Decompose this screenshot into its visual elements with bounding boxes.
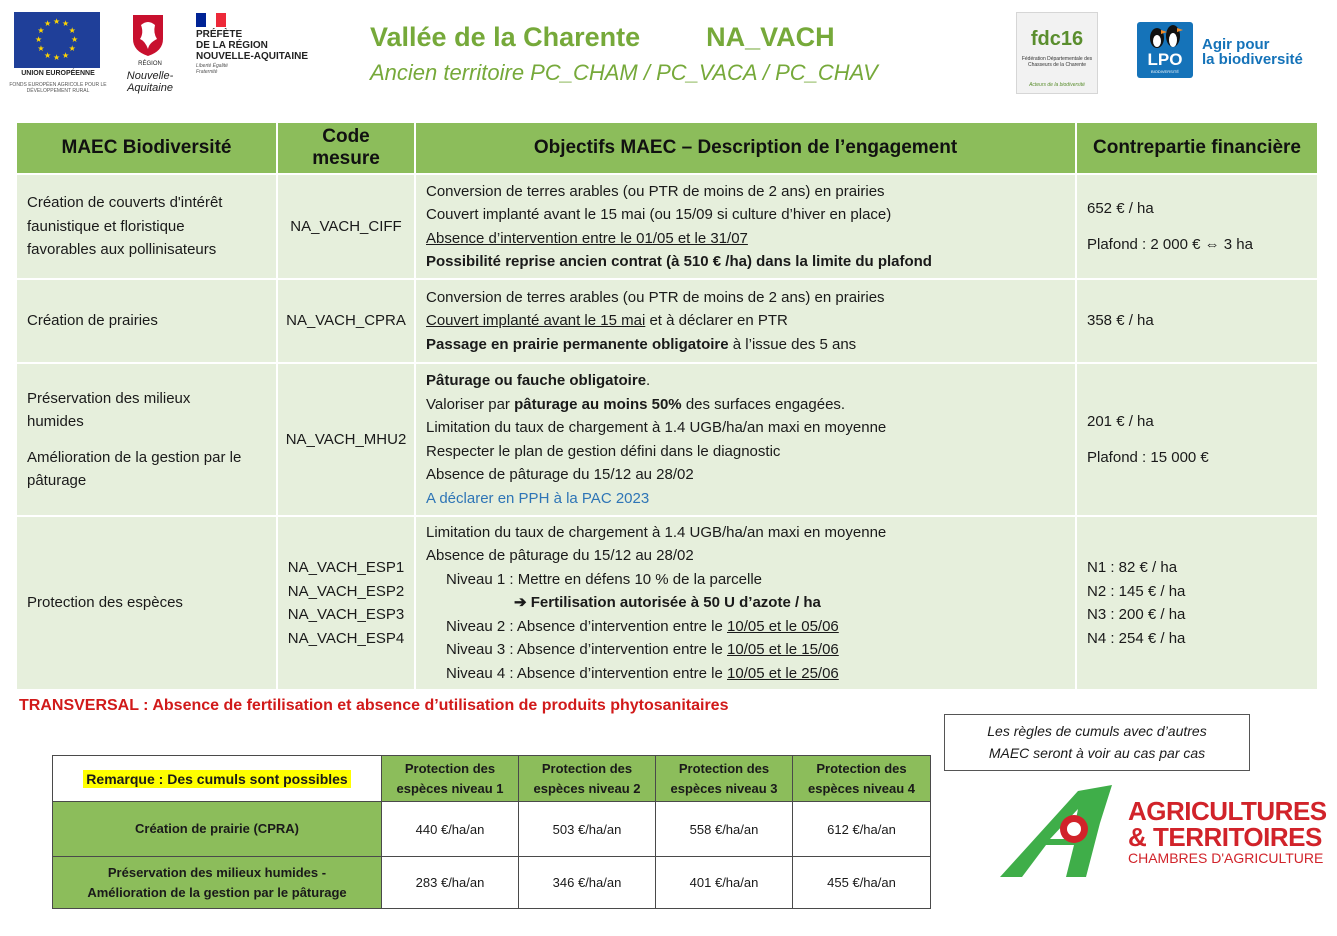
table-row bbox=[53, 802, 931, 857]
star-icon: ★ bbox=[35, 35, 43, 44]
cumul-column-header: Protection des espèces niveau 4 bbox=[793, 756, 931, 802]
cumul-column-header: Protection des espèces niveau 2 bbox=[519, 756, 656, 802]
lpo-logo-text: LPO bbox=[1147, 50, 1183, 69]
eu-flag-logo bbox=[14, 12, 100, 68]
cumul-header-row bbox=[53, 756, 931, 802]
star-icon: ★ bbox=[53, 53, 61, 62]
table-row bbox=[16, 363, 1318, 516]
region-name-text: Nouvelle-Aquitaine bbox=[126, 70, 174, 94]
page-subtitle: Ancien territoire PC_CHAM / PC_VACA / PC_CHAV bbox=[370, 60, 878, 85]
cumul-table bbox=[52, 755, 931, 909]
prefecture-motto: Liberté Égalité Fraternité bbox=[196, 63, 228, 75]
column-header-objectifs: Objectifs MAEC – Description de l’engagement bbox=[415, 122, 1076, 174]
measure-code: NA_VACH_CPRA bbox=[277, 279, 415, 363]
fdc16-tagline: Acteurs de la biodiversité bbox=[1029, 82, 1085, 88]
eu-subcaption: FONDS EUROPÉEN AGRICOLE POUR LE DÉVELOPPEMENT RURAL bbox=[9, 82, 107, 94]
star-icon: ★ bbox=[44, 19, 52, 29]
star-icon: ★ bbox=[68, 26, 76, 35]
star-icon: ★ bbox=[37, 44, 45, 53]
star-icon: ★ bbox=[62, 50, 70, 60]
cumul-column-header: Protection des espèces niveau 3 bbox=[656, 756, 793, 802]
cumul-value: 401 €/ha/an bbox=[656, 857, 793, 909]
measure-label: Création de prairies bbox=[16, 279, 277, 363]
cumul-remark: Remarque : Des cumuls sont possibles bbox=[53, 756, 382, 802]
transversal-note: TRANSVERSAL : Absence de fertilisation et absence d’utilisation de produits phytosanitaires bbox=[19, 697, 729, 714]
chambres-line1: AGRICULTURES bbox=[1128, 796, 1327, 826]
fdc16-caption: Fédération Départementale des Chasseurs de la Charente bbox=[1021, 56, 1093, 68]
column-header-contrepartie: Contrepartie financière bbox=[1076, 122, 1318, 174]
table-row bbox=[16, 279, 1318, 363]
table-header-row bbox=[16, 122, 1318, 174]
prefecture-name: PRÉFÈTE DE LA RÉGION NOUVELLE-AQUITAINE bbox=[196, 29, 309, 62]
measure-price: 652 € / ha Plafond : 2 000 € ⇔ 3 ha bbox=[1076, 174, 1318, 279]
column-header-maec: MAEC Biodiversité bbox=[16, 122, 277, 174]
cumul-value: 283 €/ha/an bbox=[382, 857, 519, 909]
table-row bbox=[16, 516, 1318, 690]
measure-code: NA_VACH_MHU2 bbox=[277, 363, 415, 516]
cumul-column-header: Protection des espèces niveau 1 bbox=[382, 756, 519, 802]
measure-description: Conversion de terres arables (ou PTR de moins de 2 ans) en prairies Couvert implanté avant le 15 mai et à déclarer en PTR Passage en prairie permanente obligatoire à l’issue des 5 ans bbox=[415, 279, 1076, 363]
page-title: Vallée de la Charente NA_VACH bbox=[370, 22, 835, 52]
measure-code: NA_VACH_CIFF bbox=[277, 174, 415, 279]
measure-label: Préservation des milieux humides Amélioration de la gestion par le pâturage bbox=[16, 363, 277, 516]
measure-label: Création de couverts d'intérêt faunistique et floristique favorables aux pollinisateurs bbox=[16, 174, 277, 279]
prefecture-flag-logo bbox=[196, 13, 226, 27]
table-row bbox=[53, 857, 931, 909]
cumul-value: 455 €/ha/an bbox=[793, 857, 931, 909]
cumul-value: 440 €/ha/an bbox=[382, 802, 519, 857]
measure-price: N1 : 82 € / ha N2 : 145 € / ha N3 : 200 € / ha N4 : 254 € / ha bbox=[1076, 516, 1318, 690]
measure-description: Limitation du taux de chargement à 1.4 UGB/ha/an maxi en moyenne Absence de pâturage du 15/12 au 28/02 Niveau 1 : Mettre en défens 10 % de la parcelle ➔ Fertilisation autorisée à 50 U d’azote / ha Niveau 2 : Absence d’intervention entre le 10/05 et le 05/06 Niveau 3 : Absence d’intervention entre le 10/05 et le 15/06 Niveau 4 : Absence d’intervention entre le 10/05 et le 25/06 bbox=[415, 516, 1076, 690]
star-icon: ★ bbox=[44, 50, 52, 60]
star-icon: ★ bbox=[68, 44, 76, 53]
region-name-small: RÉGION bbox=[138, 61, 162, 67]
measure-label: Protection des espèces bbox=[16, 516, 277, 690]
cumul-value: 346 €/ha/an bbox=[519, 857, 656, 909]
eu-caption: UNION EUROPÉENNE bbox=[21, 70, 95, 77]
star-icon: ★ bbox=[37, 26, 45, 35]
maec-measures-table bbox=[15, 121, 1319, 691]
cumul-rules-note: Les règles de cumuls avec d’autres MAEC seront à voir au cas par cas bbox=[944, 714, 1250, 771]
measure-price: 358 € / ha bbox=[1076, 279, 1318, 363]
measure-code: NA_VACH_ESP1 NA_VACH_ESP2 NA_VACH_ESP3 NA_VACH_ESP4 bbox=[277, 516, 415, 690]
star-icon: ★ bbox=[71, 35, 79, 44]
chambres-line2: & TERRITOIRES bbox=[1128, 822, 1322, 852]
chambres-line3: CHAMBRES D'AGRICULTURE bbox=[1128, 850, 1324, 866]
region-name bbox=[110, 58, 190, 94]
table-row bbox=[16, 174, 1318, 279]
cumul-value: 503 €/ha/an bbox=[519, 802, 656, 857]
nouvelle-aquitaine-lion-logo bbox=[131, 13, 165, 57]
measure-description: Conversion de terres arables (ou PTR de moins de 2 ans) en prairies Couvert implanté avant le 15 mai (ou 15/09 si culture d’hiver en place) Absence d’intervention entre le 01/05 et le 31/07 Possibilité reprise ancien contrat (à 510 € /ha) dans la limite du plafond bbox=[415, 174, 1076, 279]
cumul-value: 558 €/ha/an bbox=[656, 802, 793, 857]
cumul-value: 612 €/ha/an bbox=[793, 802, 931, 857]
lpo-logo-caption: BIODIVERSITÉ bbox=[1150, 69, 1179, 74]
cumul-row-label: Création de prairie (CPRA) bbox=[53, 802, 382, 857]
fdc16-logo: fdc16 bbox=[1030, 28, 1084, 50]
measure-price: 201 € / ha Plafond : 15 000 € bbox=[1076, 363, 1318, 516]
cumul-row-label: Préservation des milieux humides - Amélioration de la gestion par le pâturage bbox=[53, 857, 382, 909]
column-header-code: Code mesure bbox=[277, 122, 415, 174]
lpo-slogan: Agir pour la biodiversité bbox=[1202, 36, 1303, 68]
star-icon: ★ bbox=[53, 17, 61, 26]
chambres-agriculture-logo-mark bbox=[1000, 783, 1120, 879]
star-icon: ★ bbox=[62, 19, 70, 29]
measure-description: Pâturage ou fauche obligatoire. Valoriser par pâturage au moins 50% des surfaces engagées. Limitation du taux de chargement à 1.4 UGB/ha/an maxi en moyenne Respecter le plan de gestion défini dans le diagnostic Absence de pâturage du 15/12 au 28/02 A déclarer en PPH à la PAC 2023 bbox=[415, 363, 1076, 516]
puffin-birds-icon bbox=[1137, 22, 1193, 50]
